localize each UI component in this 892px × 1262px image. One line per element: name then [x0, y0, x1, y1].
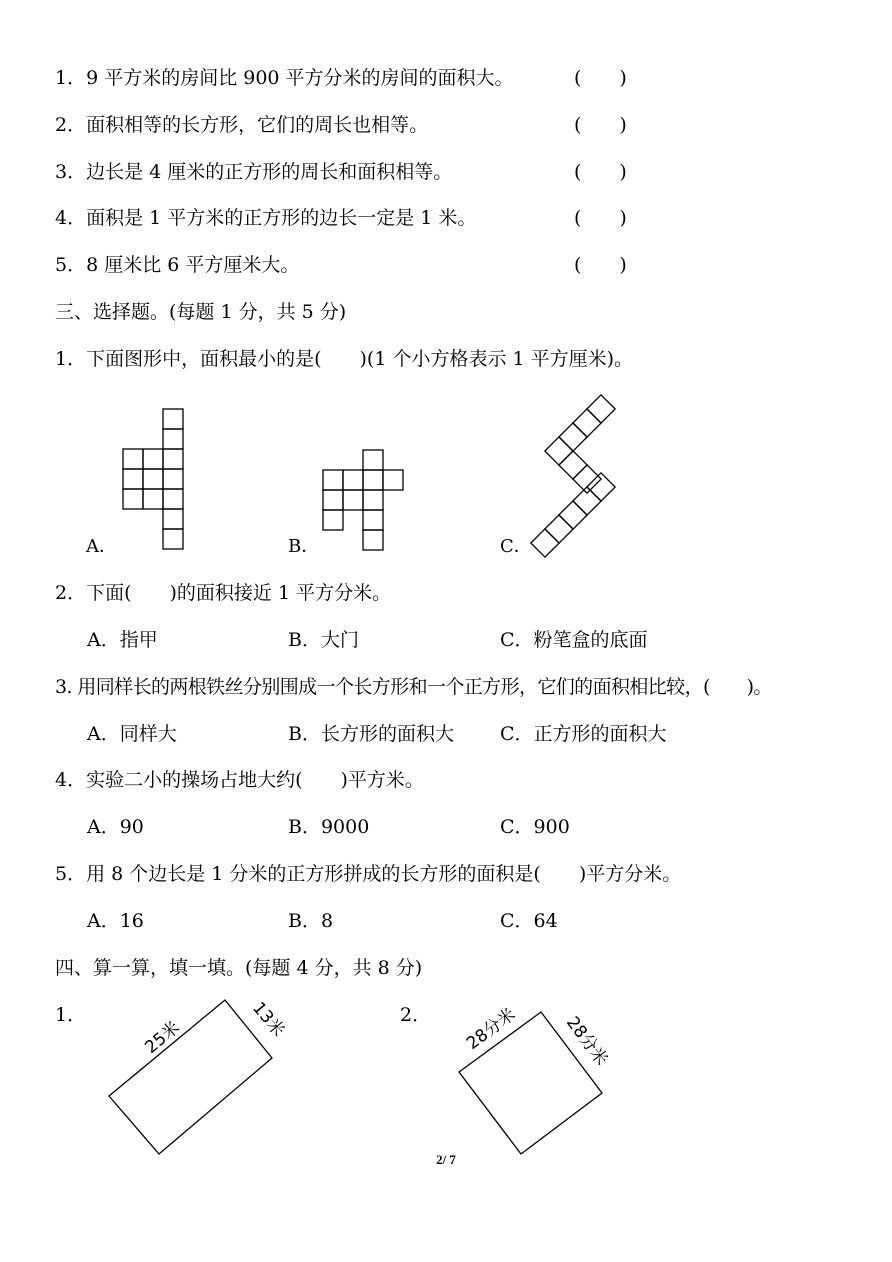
choice-q4-option-b[interactable]: B．9000 — [288, 816, 370, 838]
rectangle-figure — [109, 1000, 272, 1154]
choice-q3-option-a[interactable]: A．同样大 — [87, 723, 177, 745]
judgement-q2: 2．面积相等的长方形，它们的周长也相等。 — [55, 114, 429, 136]
choice-q4-option-c[interactable]: C．900 — [500, 816, 570, 838]
choice-q2-option-a[interactable]: A．指甲 — [87, 629, 158, 651]
figure-c-grid — [531, 395, 615, 557]
rect-side-long-label: 25米 — [141, 1017, 184, 1058]
choice-q2-option-c[interactable]: C．粉笔盒的底面 — [500, 629, 648, 651]
choice-q2: 2．下面( )的面积接近 1 平方分米。 — [55, 582, 392, 604]
figure-b-grid — [323, 450, 403, 550]
figure-a-grid — [123, 409, 183, 549]
section3-heading: 三、选择题。(每题 1 分，共 5 分) — [55, 301, 347, 323]
figure-c-label[interactable]: C． — [500, 536, 532, 557]
square-side-a-label: 28分米 — [462, 1004, 520, 1054]
square-side-b-label: 28分米 — [562, 1012, 612, 1070]
choice-q1: 1．下面图形中，面积最小的是( )(1 个小方格表示 1 平方厘米)。 — [55, 348, 634, 370]
answer-paren-q4[interactable]: ( ) — [574, 207, 627, 229]
judgement-q3: 3．边长是 4 厘米的正方形的周长和面积相等。 — [55, 161, 453, 183]
judgement-q5: 5．8 厘米比 6 平方厘米大。 — [55, 254, 300, 276]
judgement-q4: 4．面积是 1 平方米的正方形的边长一定是 1 米。 — [55, 207, 477, 229]
figure-a-label[interactable]: A． — [86, 536, 117, 557]
answer-paren-q2[interactable]: ( ) — [574, 114, 627, 136]
choice-q5-option-a[interactable]: A．16 — [87, 910, 144, 932]
choice-q2-option-b[interactable]: B．大门 — [288, 629, 359, 651]
rect-side-short-label: 13米 — [248, 998, 289, 1041]
choice-q3-option-c[interactable]: C．正方形的面积大 — [500, 723, 667, 745]
answer-paren-q5[interactable]: ( ) — [574, 254, 627, 276]
answer-paren-q1[interactable]: ( ) — [574, 67, 627, 89]
choice-q4: 4．实验二小的操场占地大约( )平方米。 — [55, 769, 424, 791]
choice-q5-option-b[interactable]: B．8 — [288, 910, 334, 932]
choice-q5-option-c[interactable]: C．64 — [500, 910, 558, 932]
judgement-q1: 1．9 平方米的房间比 900 平方分米的房间的面积大。 — [55, 67, 514, 89]
choice-q4-option-a[interactable]: A．90 — [87, 816, 144, 838]
choice-q3-option-b[interactable]: B．长方形的面积大 — [288, 723, 454, 745]
answer-paren-q3[interactable]: ( ) — [574, 161, 627, 183]
calc-q2-number: 2． — [400, 1004, 432, 1026]
figure-b-label[interactable]: B． — [288, 536, 320, 557]
section4-heading: 四、算一算，填一填。(每题 4 分，共 8 分) — [55, 957, 423, 979]
calc-q1-number: 1． — [55, 1004, 87, 1026]
choice-q5: 5．用 8 个边长是 1 分米的正方形拼成的长方形的面积是( )平方分米。 — [55, 863, 682, 885]
choice-q3: 3. 用同样长的两根铁丝分别围成一个长方形和一个正方形，它们的面积相比较，( )。 — [55, 676, 772, 698]
page-number: 2/ 7 — [436, 1152, 456, 1167]
